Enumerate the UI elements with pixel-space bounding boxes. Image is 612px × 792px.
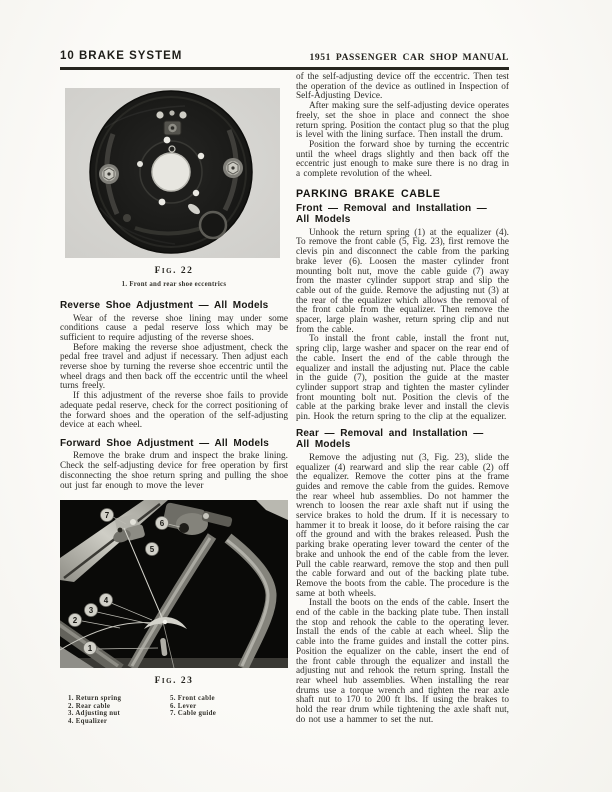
paragraph: To install the front cable, install the front nut, spring clip, large washer and spacer on the rear end of the cable. Insert the end of the cable through the equalizer and install the adjusting nut. Place the cable in the guide (7), position the guide at the master cylinder support strap and tighten the master cylinder front mounting bolt nut. Position the clevis of the cable at the parking brake lever and install the clevis pin. Hook the return spring to the clip at the equalizer. [296,334,509,423]
legend-item: 3. Adjusting nut [68,710,121,718]
legend-item: 5. Front cable [170,695,215,703]
heading-parking-brake-cable: PARKING BRAKE CABLE [296,187,441,200]
paragraph: Before making the reverse shoe adjustment, check the pedal free travel and adjust if necessary. Then adjust each reverse shoe by turning the reverse shoe eccentric until the wheel drags and then back off the eccentric until the wheel turns freely. [60,342,288,392]
figure-22 [65,88,280,258]
legend-item: 4. Equalizer [68,718,108,726]
rear-shoe-eccentric [223,158,243,178]
figure-23 [60,500,288,668]
paragraph: Position the forward shoe by turning the eccentric until the wheel drags slightly and then back off the eccentric just enough to make sure there is no drag in a complete revolution of the wheel. [296,139,509,180]
callout-2: 2 [72,616,78,626]
paragraph: Install the boots on the ends of the cable. Insert the end of the cable in the backing plate tube. Then install the stop and rehook the cable to the operating lever. Install the ends of the cable at each wheel. Slip the cable into the frame guides and install the cotter pins. Position the equalizer on the cable, insert the end of the front cable through the equalizer and install the adjusting nut and rehook the return spring. Install the rear wheel hub assemblies. When installing the rear drums use a torque wrench and tighten the rear axle shaft nut to 170 to 200 ft lbs. If using the brakes to hold the rear drum while tightening the axle shaft nut, do not use a hammer to set the nut. [296,598,509,725]
brake-backing-plate-photo [65,88,280,258]
paragraph: After making sure the self-adjusting device operates freely, set the shoe in place and connect the shoe return spring. Position the contact plug so that the plug is level with the lining surface. Then install the drum. [296,101,509,141]
parking-brake-cable-photo [60,500,288,668]
callout-5: 5 [149,545,155,555]
legend-item: 2. Rear cable [68,702,111,710]
paragraph: Wear of the reverse shoe lining may under some conditions cause a pedal reserve loss which may be sufficient to require adjusting of the reverse shoes. [60,313,288,343]
heading-front-removal: Front — Removal and Installation — [296,202,487,214]
fig22-legend: 1. Front and rear shoe eccentrics [121,281,227,288]
header-rule [60,67,509,70]
left-column [60,80,288,726]
page-header-right: 1951 PASSENGER CAR SHOP MANUAL [309,53,509,63]
legend-item: 6. Lever [170,702,197,710]
callout-6: 6 [159,519,165,529]
paragraph: Unhook the return spring (1) at the equalizer (4). To remove the front cable (5, Fig. 23), first remove the clevis pin and disconnect the cable from the parking brake lever (6). Loosen the master cylinder front mounting bolt nut, move the cable guide (7) away from the master cylinder support strap and slip the cable out of the guide. Remove the adjusting nut (3) at the rear of the equalizer which allows the removal of the front cable from the equalizer. Then remove the spacer, large plain washer, return spring clip and nut from the cable. [296,227,509,335]
callout-1: 1 [87,644,93,654]
paragraph: Remove the adjusting nut (3, Fig. 23), slide the equalizer (4) rearward and slip the rear cable (2) off the equalizer. Remove the cotter pins at the frame guides and remove the cable from the guides. Remove the rear wheel hub assemblies. Do not hammer the wrench to loosen the rear axle shaft nut if using the service brakes to hold the drum. If it is necessary to hammer it to break it loose, do it before raising the car off the ground and with the brakes released. Push the parking brake operating lever toward the center of the brake and unhook the end of the cable from the lever. Pull the cable rearward, remove the stop and then pull the cable forward and out of the backing plate tube. Remove the boots from the cable. The procedure is the same at both wheels. [296,452,509,599]
heading-reverse-shoe-adjustment: Reverse Shoe Adjustment — All Models [60,300,269,311]
callout-7: 7 [104,511,110,521]
fig23-legend [60,695,288,725]
right-column [296,73,509,725]
fig23-caption: Fig. 23 [154,676,194,687]
paragraph: of the self-adjusting device off the eccentric. Then test the operation of the device as outlined in Inspection of Self-Adjusting Device. [296,72,509,102]
front-shoe-eccentric [99,164,119,184]
paragraph: Remove the brake drum and inspect the brake lining. Check the self-adjusting device for free operation by first disconnecting the shoe return spring and pulling the shoe out just far enough to move the lever [60,451,288,491]
callout-3: 3 [88,606,94,616]
heading-rear-removal: Rear — Removal and Installation — [296,427,484,439]
legend-item: 7. Cable guide [170,710,217,718]
heading-front-removal-line2: All Models [296,214,351,226]
callout-4: 4 [103,596,109,606]
fig22-caption: Fig. 22 [154,266,194,276]
paragraph: If this adjustment of the reverse shoe fails to provide adequate pedal reserve, check for the correct positioning of the forward shoes and the operation of the self-adjusting device at each wheel. [60,391,288,431]
heading-rear-removal-line2: All Models [296,439,351,451]
heading-forward-shoe-adjustment: Forward Shoe Adjustment — All Models [60,437,269,449]
page-header-left: 10 BRAKE SYSTEM [60,50,183,62]
legend-item: 1. Return spring [68,695,122,703]
